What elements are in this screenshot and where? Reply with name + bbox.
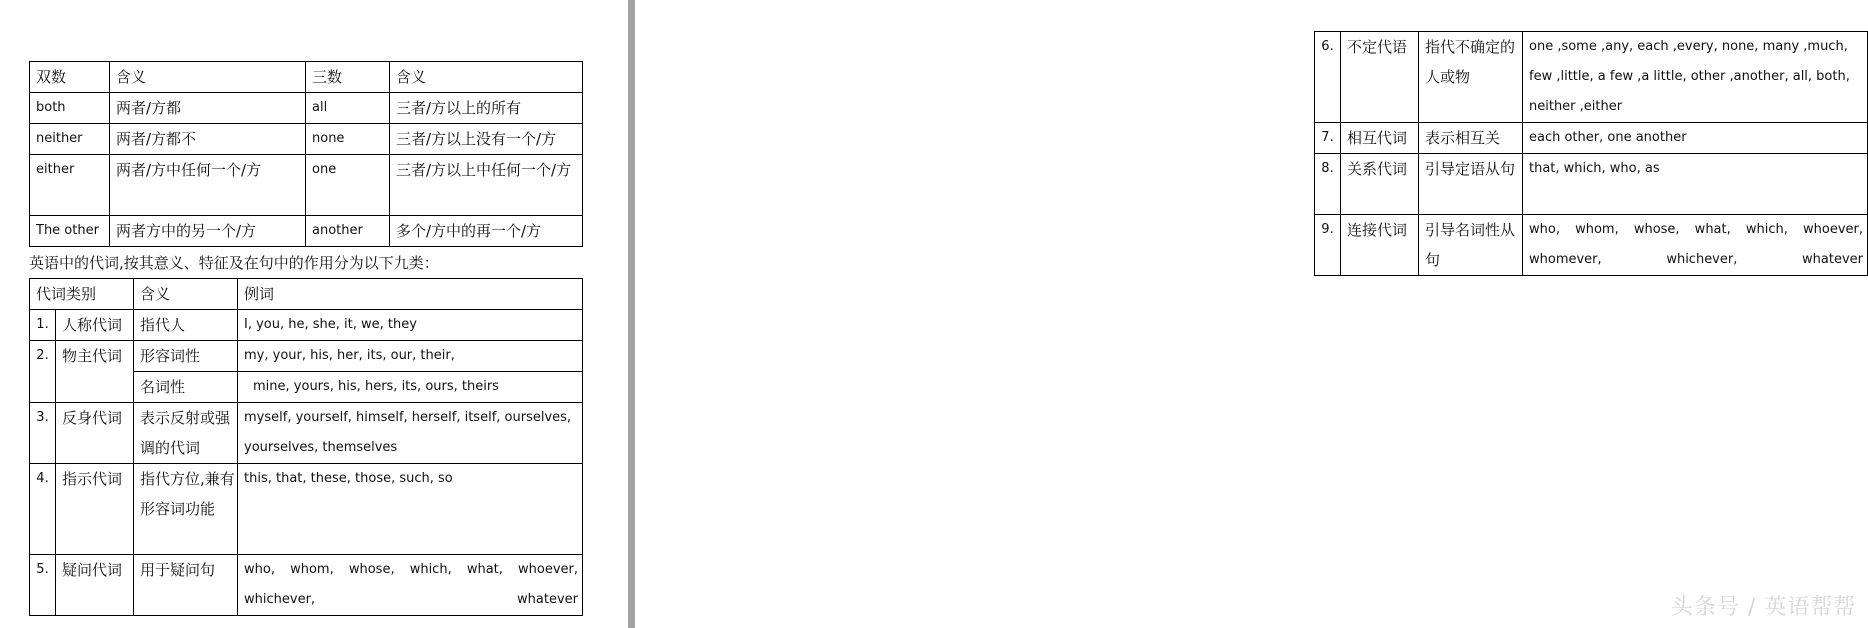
table-cell: The other (30, 216, 110, 247)
meaning-cell: 表示相互关 (1419, 123, 1523, 154)
examples-cell: mine, yours, his, hers, its, ours, theirs (238, 372, 583, 403)
header-cell: 含义 (110, 62, 306, 93)
table-row (30, 464, 583, 555)
examples-cell: my, your, his, her, its, our, their, (238, 341, 583, 372)
header-cell: 双数 (30, 62, 110, 93)
meaning-cell: 指代人 (134, 310, 238, 341)
table-cell: one (306, 155, 390, 216)
document-page-left (0, 0, 628, 628)
meaning-cell: 指代不确定的人或物 (1419, 32, 1523, 123)
meaning-cell: 引导定语从句 (1419, 154, 1523, 215)
table-cell: either (30, 155, 110, 216)
table-cell: 三者/方以上没有一个/方 (390, 124, 583, 155)
examples-cell: I, you, he, she, it, we, they (238, 310, 583, 341)
examples-cell: one ,some ,any, each ,every, none, many ,much, few ,little, a few ,a little, other ,another, all, both, neither ,either (1523, 32, 1868, 123)
watermark-text: 头条号 / 英语帮帮 (1671, 595, 1857, 620)
table-cell: all (306, 93, 390, 124)
pronoun-types-table (29, 278, 583, 616)
category-cell: 关系代词 (1341, 154, 1419, 215)
category-cell: 人称代词 (56, 310, 134, 341)
table-row (30, 341, 583, 372)
examples-cell: who, whom, whose, which, what, whoever, whichever, whatever (238, 555, 583, 616)
header-cell: 含义 (134, 279, 238, 310)
table-row (30, 555, 583, 616)
pronoun-types-table-continued (1314, 31, 1868, 276)
category-cell: 物主代词 (56, 341, 134, 403)
table-cell: 多个/方中的再一个/方 (390, 216, 583, 247)
meaning-cell: 形容词性 (134, 341, 238, 372)
row-number: 6. (1315, 32, 1341, 123)
category-cell: 疑问代词 (56, 555, 134, 616)
examples-cell: that, which, who, as (1523, 154, 1868, 215)
examples-cell: myself, yourself, himself, herself, itself, ourselves, yourselves, themselves (238, 403, 583, 464)
section-caption: 英语中的代词,按其意义、特征及在句中的作用分为以下九类： (29, 254, 439, 272)
meaning-cell: 表示反射或强调的代词 (134, 403, 238, 464)
category-cell: 不定代语 (1341, 32, 1419, 123)
table-cell: 三者/方以上中任何一个/方 (390, 155, 583, 216)
dual-plural-pronoun-table (29, 61, 583, 247)
table-cell: 两者方中的另一个/方 (110, 216, 306, 247)
header-cell: 三数 (306, 62, 390, 93)
page-divider (628, 0, 635, 628)
row-number: 1. (30, 310, 56, 341)
meaning-cell: 用于疑问句 (134, 555, 238, 616)
category-cell: 指示代词 (56, 464, 134, 555)
examples-cell: each other, one another (1523, 123, 1868, 154)
table-cell: 三者/方以上的所有 (390, 93, 583, 124)
table-row (30, 124, 583, 155)
row-number: 2. (30, 341, 56, 403)
table-row (30, 155, 583, 216)
table-header-row (30, 62, 583, 93)
table-row (1315, 154, 1868, 215)
table-cell: another (306, 216, 390, 247)
category-cell: 相互代词 (1341, 123, 1419, 154)
category-cell: 反身代词 (56, 403, 134, 464)
table-cell: neither (30, 124, 110, 155)
table-row (30, 93, 583, 124)
table-header-row (30, 279, 583, 310)
table-row (1315, 215, 1868, 276)
table-row (30, 216, 583, 247)
meaning-cell: 引导名词性从句 (1419, 215, 1523, 276)
header-cell: 含义 (390, 62, 583, 93)
table-cell: 两者/方都不 (110, 124, 306, 155)
row-number: 7. (1315, 123, 1341, 154)
examples-cell: who, whom, whose, what, which, whoever, whomever, whichever, whatever (1523, 215, 1868, 276)
row-number: 5. (30, 555, 56, 616)
header-cell: 代词类别 (30, 279, 134, 310)
category-cell: 连接代词 (1341, 215, 1419, 276)
table-cell: 两者/方中任何一个/方 (110, 155, 306, 216)
table-cell: both (30, 93, 110, 124)
header-cell: 例词 (238, 279, 583, 310)
table-cell: none (306, 124, 390, 155)
table-row (1315, 123, 1868, 154)
table-cell: 两者/方都 (110, 93, 306, 124)
table-row (30, 310, 583, 341)
row-number: 3. (30, 403, 56, 464)
examples-cell: this, that, these, those, such, so (238, 464, 583, 555)
table-row (30, 403, 583, 464)
table-row (1315, 32, 1868, 123)
row-number: 8. (1315, 154, 1341, 215)
meaning-cell: 指代方位,兼有形容词功能 (134, 464, 238, 555)
row-number: 9. (1315, 215, 1341, 276)
meaning-cell: 名词性 (134, 372, 238, 403)
row-number: 4. (30, 464, 56, 555)
document-page-right (635, 0, 1863, 628)
